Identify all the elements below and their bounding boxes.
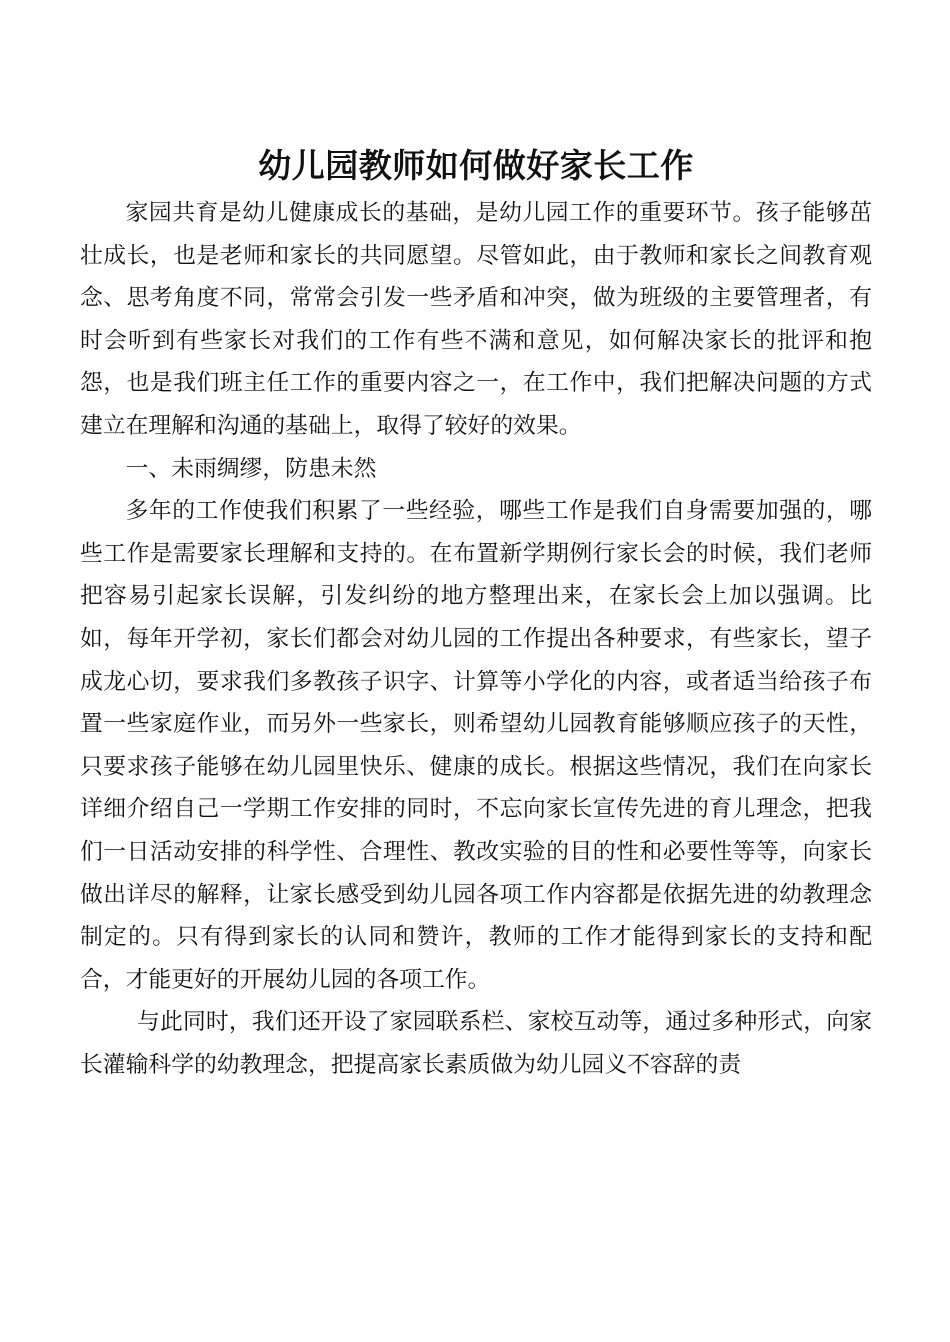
paragraph-experience: 多年的工作使我们积累了一些经验，哪些工作是我们自身需要加强的，哪些工作是需要家长理解和支持的。在布置新学期例行家长会的时候，我们老师把容易引起家长误解，引发纠纷的地方整理出来，在家长会上加以强调。比如，每年开学初，家长们都会对幼儿园的工作提出各种要求，有些家长，望子成龙心切，要求我们多教孩子识字、计算等小学化的内容，或者适当给孩子布置一些家庭作业，而另外一些家长，则希望幼儿园教育能够顺应孩子的天性，只要求孩子能够在幼儿园里快乐、健康的成长。根据这些情况，我们在向家长详细介绍自己一学期工作安排的同时，不忘向家长宣传先进的育儿理念，把我们一日活动安排的科学性、合理性、教改实验的目的性和必要性等等，向家长做出详尽的解释，让家长感受到幼儿园各项工作内容都是依据先进的幼教理念制定的。只有得到家长的认同和赞许，教师的工作才能得到家长的支持和配合，才能更好的开展幼儿园的各项工作。 xyxy=(80,498,872,993)
paragraph-communication: 与此同时，我们还开设了家园联系栏、家校互动等，通过多种形式，向家长灌输科学的幼教理念，把提高家长素质做为幼儿园义不容辞的责 xyxy=(80,1009,872,1078)
paragraph-intro: 家园共育是幼儿健康成长的基础，是幼儿园工作的重要环节。孩子能够茁壮成长，也是老师和家长的共同愿望。尽管如此，由于教师和家长之间教育观念、思考角度不同，常常会引发一些矛盾和冲突，做为班级的主要管理者，有时会听到有些家长对我们的工作有些不满和意见，如何解决家长的批评和抱怨，也是我们班主任工作的重要内容之一，在工作中，我们把解决问题的方式建立在理解和沟通的基础上，取得了较好的效果。 xyxy=(80,200,872,439)
section-heading-1: 一、未雨绸缪，防患未然 xyxy=(125,455,377,482)
document-title: 幼儿园教师如何做好家长工作 xyxy=(258,146,694,185)
document-body xyxy=(80,140,872,1086)
